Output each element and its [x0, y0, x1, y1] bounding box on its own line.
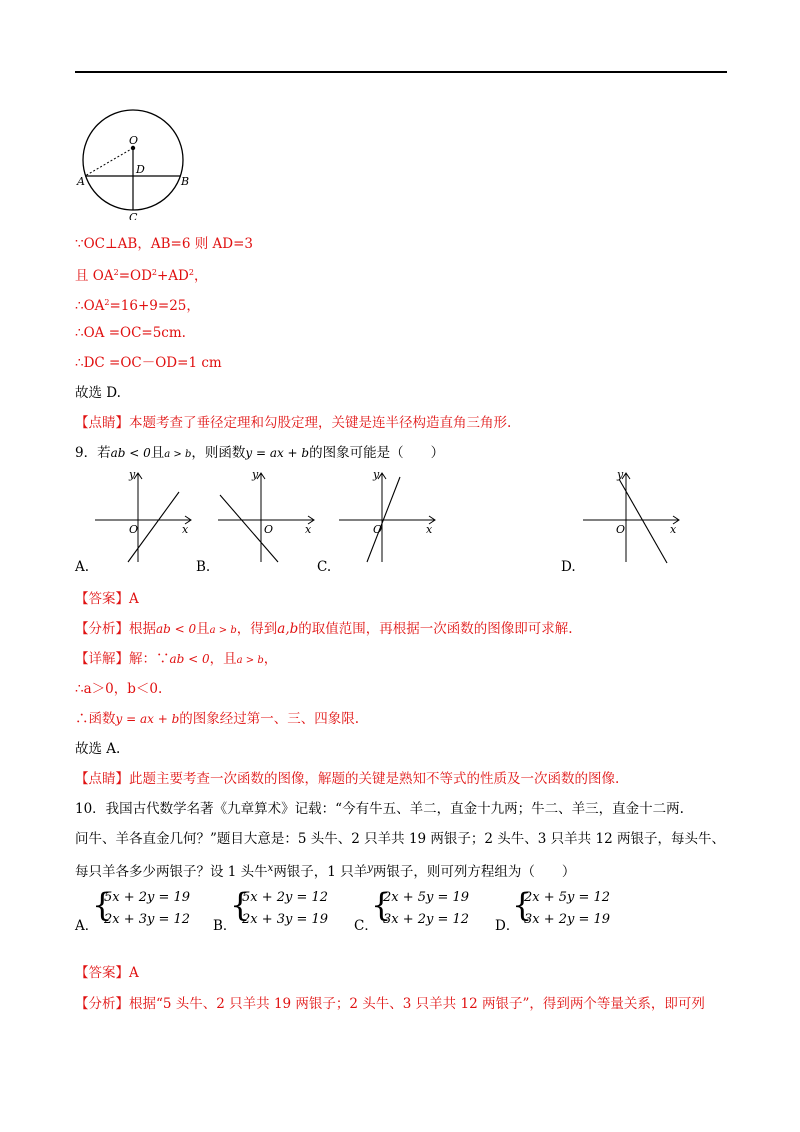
svg-text:x: x — [305, 523, 312, 536]
q8-step-2: 且 $OA^2=OD^2+AD^2$， — [75, 268, 208, 284]
q8-step-1: ∵OC⊥AB，AB=6 则 AD=3 — [75, 236, 253, 252]
svg-text:O: O — [264, 523, 274, 536]
q9-detail: 【详解】解：∵ab < 0，且a > b， — [75, 651, 278, 667]
svg-text:O: O — [616, 523, 626, 536]
label-o: O — [129, 134, 139, 147]
q9-stem: 9．若ab < 0且a > b，则函数y = ax + b的图象可能是（ ） — [75, 445, 445, 461]
label-c: C — [129, 211, 138, 220]
circle-figure — [75, 100, 195, 220]
svg-text:x: x — [670, 523, 677, 536]
q10-option-d-label: D． — [495, 918, 520, 934]
svg-text:y: y — [617, 468, 624, 481]
label-b: B — [181, 175, 190, 188]
svg-text:y: y — [373, 468, 380, 481]
q9-graph-c — [337, 467, 447, 567]
q9-answer: 【答案】A — [75, 591, 139, 607]
q8-step-3: $\therefore OA^2=16+9=25$， — [75, 298, 200, 314]
svg-text:y: y — [252, 468, 259, 481]
q10-answer: 【答案】A — [75, 965, 139, 981]
q10-option-c-label: C． — [354, 918, 378, 934]
svg-text:O: O — [129, 523, 139, 536]
svg-text:x: x — [426, 523, 433, 536]
label-d: D — [136, 163, 145, 176]
svg-text:y: y — [129, 468, 136, 481]
q8-step-5: ∴DC =OC－OD=1 cm — [75, 355, 222, 371]
q9-graph-a — [93, 467, 203, 567]
label-a: A — [77, 175, 85, 188]
q10-analysis: 【分析】根据“5 头牛、2 只羊共 19 两银子；2 头牛、3 只羊共 12 两银子”，得到两个等量关系，即可列 — [75, 996, 705, 1012]
q9-option-c: C. — [317, 559, 332, 575]
q9-comment: 【点睛】此题主要考查一次函数的图像，解题的关键是熟知不等式的性质及一次函数的图像. — [75, 771, 620, 787]
q10-stem-line-2: 问牛、羊各直金几何？”题目大意是：5 头牛、2 只羊共 19 两银子；2 头牛、3 只羊共 12 两银子，每头牛、 — [75, 831, 725, 847]
q9-graph-b — [216, 467, 326, 567]
header-rule — [75, 71, 727, 73]
q8-step-4: ∴OA =OC=5cm. — [75, 325, 186, 341]
q9-analysis: 【分析】根据ab < 0且a > b，得到a,b的取值范围，再根据一次函数的图像即可求解. — [75, 621, 573, 637]
q9-detail-step-2: ∴函数y = ax + b的图象经过第一、三、四象限. — [75, 711, 360, 727]
q9-detail-step-1: ∴a＞0，b＜0. — [75, 681, 163, 697]
q9-graph-d — [581, 467, 691, 567]
q10-stem-line-1: 10．我国古代数学名著《九章算术》记载：“今有牛五、羊二，直金十九两；牛二、羊三，直金十二两. — [75, 801, 684, 817]
svg-text:x: x — [182, 523, 189, 536]
svg-text:O: O — [373, 523, 383, 536]
q10-option-a-label: A． — [75, 918, 99, 934]
q9-option-a: A. — [75, 559, 90, 575]
q8-comment: 【点睛】本题考查了垂径定理和勾股定理，关键是连半径构造直角三角形. — [75, 415, 512, 431]
q9-choice: 故选 A. — [75, 741, 121, 757]
q9-option-d: D. — [561, 559, 576, 575]
q8-choice: 故选 D. — [75, 385, 121, 401]
q10-stem-line-3: 每只羊各多少两银子？设 1 头牛$^x$两银子，1 只羊$^y$两银子，则可列方程组为（ ） — [75, 863, 576, 880]
q10-option-b-label: B． — [213, 918, 237, 934]
q9-option-b: B. — [196, 559, 211, 575]
